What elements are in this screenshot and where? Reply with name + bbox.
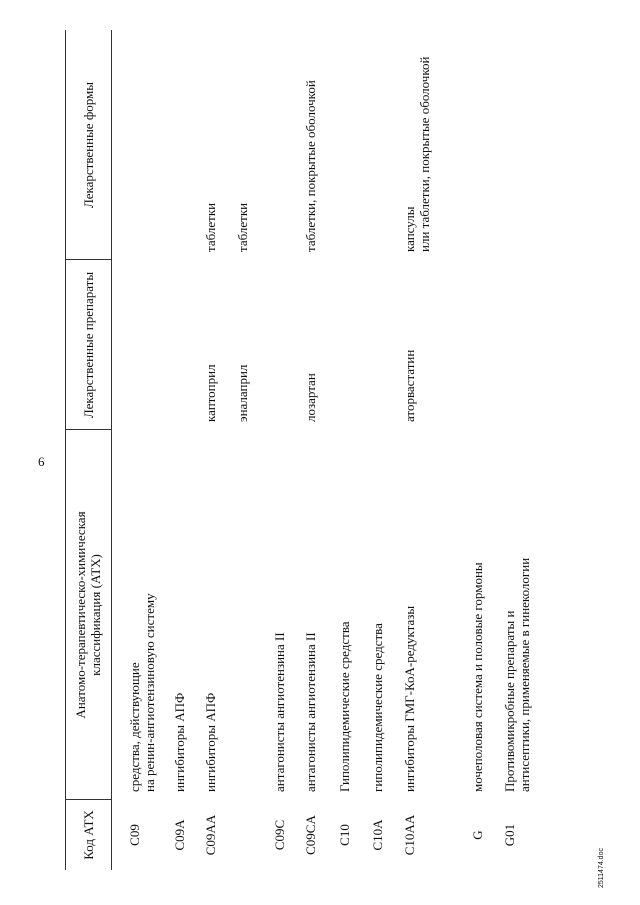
header-atc-line2: классификация (АТХ) <box>88 554 103 676</box>
row-atc: Противомикробные препараты и <box>502 610 517 792</box>
row-code: C10AA <box>402 814 417 856</box>
row-code: C09AA <box>203 814 218 856</box>
row-code: G01 <box>502 823 517 847</box>
row-code: C09 <box>127 824 142 846</box>
row-atc: ингибиторы ГМГ-КоА-редуктазы <box>402 605 417 792</box>
header-atc-line1: Анатомо-терапевтическо-химическая <box>73 511 88 719</box>
row-atc: на ренин-ангиотензиновую систему <box>142 593 157 792</box>
row-atc: антисептики, применяемые в гинекологии <box>517 557 532 792</box>
row-drug: эналаприл <box>235 364 250 422</box>
row-atc: средства, действующие <box>127 662 142 792</box>
row-code: C09CA <box>303 815 318 855</box>
row-form: капсулы <box>402 206 417 252</box>
row-code: C10 <box>337 824 352 846</box>
rotated-table <box>65 30 545 870</box>
row-atc: ингибиторы АПФ <box>203 692 218 792</box>
row-form: таблетки, покрытые оболочкой <box>303 80 318 252</box>
header-drugs-text: Лекарственные препараты <box>80 271 96 419</box>
header-atc <box>65 430 111 800</box>
row-drug: лозартан <box>303 373 318 422</box>
footer-filename: 2511474.doc <box>598 848 605 888</box>
header-code <box>65 800 111 870</box>
row-atc: антагонисты ангиотензина II <box>303 632 318 792</box>
table-frame <box>65 30 545 870</box>
row-form: таблетки <box>235 202 250 252</box>
row-code: C10A <box>370 819 385 851</box>
row-code: G <box>470 830 485 840</box>
row-drug: каптоприл <box>203 364 218 422</box>
row-atc: ингибиторы АПФ <box>172 692 187 792</box>
header-forms <box>65 30 111 260</box>
row-code: C09C <box>272 819 287 851</box>
header-drugs <box>65 260 111 430</box>
row-form: или таблетки, покрытые оболочкой <box>417 56 432 252</box>
row-atc: антагонисты ангиотензина II <box>272 632 287 792</box>
row-atc: Гиполипидемические средства <box>337 621 352 792</box>
header-forms-text: Лекарственные формы <box>80 81 96 209</box>
page-number: 6 <box>38 454 45 469</box>
row-drug: аторвастатин <box>402 349 417 422</box>
header-code-text: Код АТХ <box>80 810 96 860</box>
row-form: таблетки <box>203 202 218 252</box>
row-atc: мочеполовая система и половые гормоны <box>470 562 485 792</box>
row-code: C09A <box>172 819 187 851</box>
row-atc: гиполипидемические средства <box>370 623 385 792</box>
table-header-rule <box>111 30 112 870</box>
